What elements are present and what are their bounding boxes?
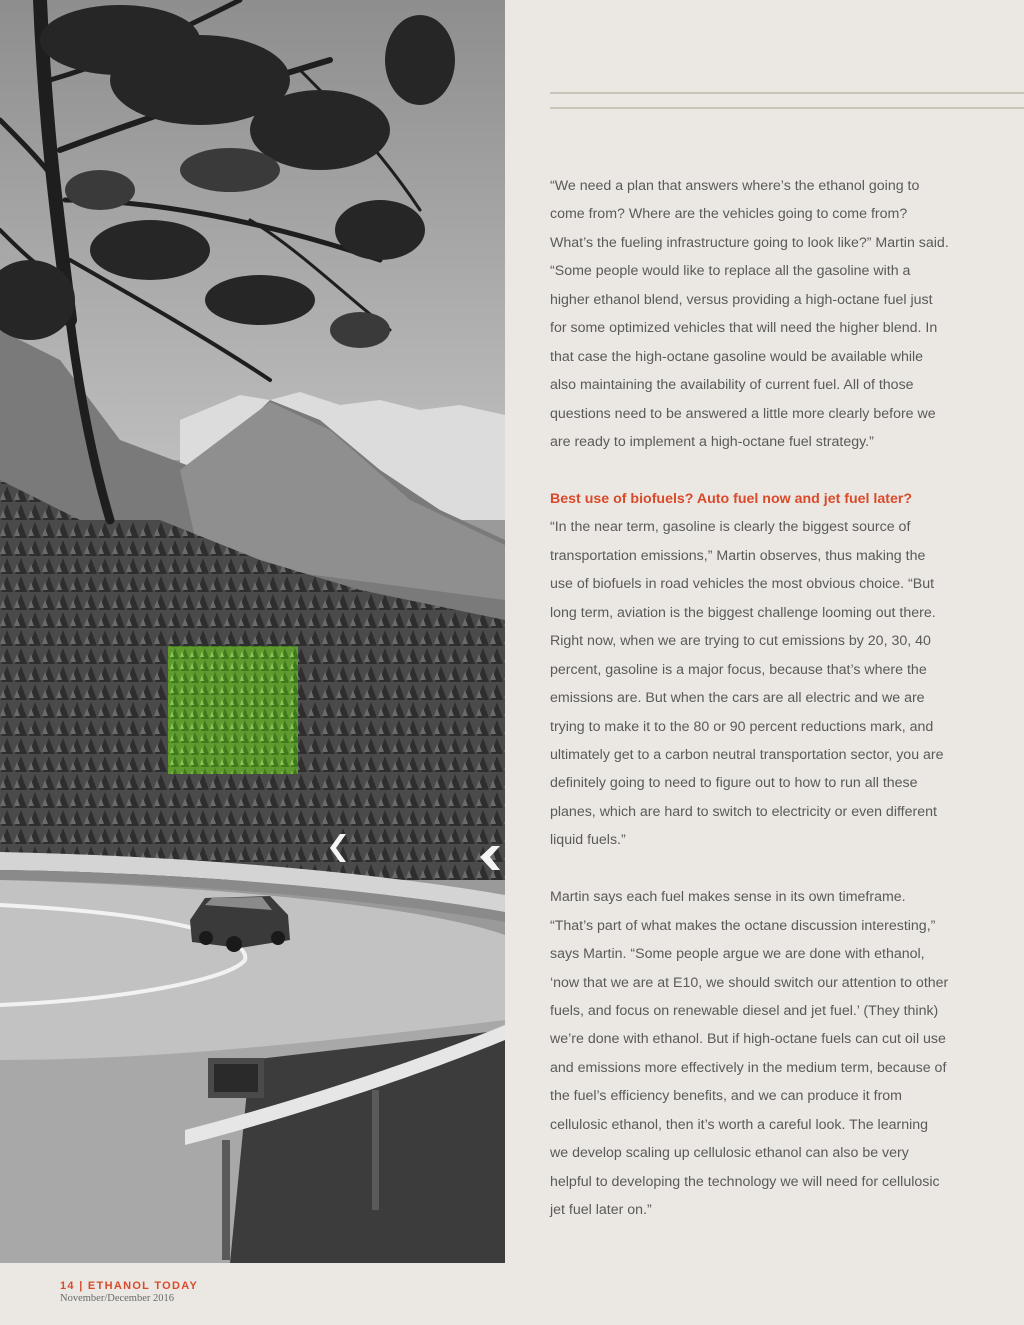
article-body bbox=[550, 172, 950, 1225]
paragraph-near-term: “In the near term, gasoline is clearly the biggest source of transportation emissions,” Martin observes, thus making the use of biofuels in road vehicles the most obvious choice. “But long term, aviation is the biggest challenge looming out there. Right now, when we are trying to cut emissions by 20, 30, 40 percent, gasoline is a major focus, because that’s where the emissions are. But when the cars are all electric and we are trying to make it to the 80 or 90 percent reductions mark, and ultimately get to a carbon neutral transportation sector, you are definitely going to need to figure out to how to run all these planes, which are hard to switch to electricity or even different liquid fuels.” bbox=[550, 519, 944, 849]
paragraph-quote-plan: “We need a plan that answers where’s the ethanol going to come from? Where are the vehicles going to come from? What’s the fueling infrastructure going to look like?” Martin said. “Some people would like to replace all the gasoline with a higher ethanol blend, versus providing a high-octane fuel just for some optimized vehicles that will need the higher blend. In that case the high-octane gasoline would be available while also maintaining the availability of current fuel. All of those questions need to be answered a little more clearly before we are ready to implement a high-octane fuel strategy.” bbox=[550, 178, 949, 451]
page-footer bbox=[60, 1280, 198, 1304]
green-tree-highlight bbox=[168, 646, 298, 774]
mountain-road-photo bbox=[0, 0, 505, 1263]
header-rule-top bbox=[550, 92, 1024, 94]
page-folio: 14 | ETHANOL TODAY bbox=[60, 1280, 199, 1292]
paragraph-timeframe: Martin says each fuel makes sense in its own timeframe. “That’s part of what makes the octane discussion interesting,” says Martin. “Some people argue we are done with ethanol, ‘now that we are at E10, we should switch our attention to other fuels, and focus on renewable diesel and jet fuel.’ (They think) we’re done with ethanol. But if high-octane fuels can cut oil use and emissions more effectively in the medium term, because of the fuel’s efficiency benefits, and we can produce it from cellulosic ethanol, then it’s worth a careful look. The learning we develop scaling up cellulosic ethanol can also be very helpful to developing the technology we will need for cellulosic jet fuel later on.” bbox=[550, 889, 949, 1219]
photo-illustration bbox=[0, 0, 505, 1263]
subheading: Best use of biofuels? Auto fuel now and jet fuel later? bbox=[550, 490, 913, 507]
header-rule-bottom bbox=[550, 107, 1024, 109]
issue-date: November/December 2016 bbox=[60, 1293, 174, 1304]
